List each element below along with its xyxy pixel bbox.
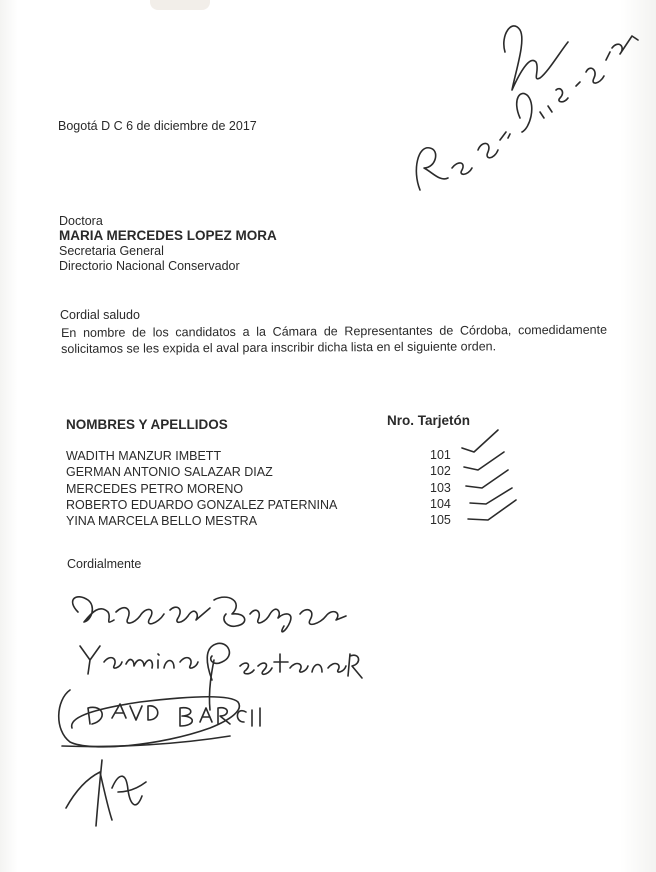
candidate-name: GERMAN ANTONIO SALAZAR DIAZ bbox=[66, 465, 273, 480]
table-row bbox=[66, 448, 486, 464]
table-header-names: NOMBRES Y APELLIDOS bbox=[66, 417, 228, 432]
table-header-number: Nro. Tarjetón bbox=[387, 413, 471, 428]
ballot-number: 101 bbox=[430, 448, 451, 462]
table-row bbox=[66, 464, 486, 480]
candidate-list bbox=[66, 448, 486, 529]
signature-3 bbox=[59, 690, 260, 747]
ballot-number: 102 bbox=[430, 464, 451, 479]
table-row bbox=[66, 481, 486, 497]
body-paragraph: En nombre de los candidatos a la Cámara de Representantes de Córdoba, comedidamente solicitamos se les expida el aval para inscribir dicha lista en el siguiente orden. bbox=[61, 322, 608, 356]
recipient-office: Directorio Nacional Conservador bbox=[59, 259, 240, 273]
date-line: Bogotá D C 6 de diciembre de 2017 bbox=[58, 119, 257, 133]
candidate-name: ROBERTO EDUARDO GONZALEZ PATERNINA bbox=[66, 497, 338, 512]
recipient-title: Doctora bbox=[59, 214, 103, 228]
closing: Cordialmente bbox=[67, 557, 142, 571]
candidate-name: WADITH MANZUR IMBETT bbox=[66, 449, 222, 463]
ballot-number: 105 bbox=[430, 513, 451, 528]
signature-1 bbox=[73, 597, 346, 632]
signature-2 bbox=[80, 643, 362, 710]
recipient-position: Secretaria General bbox=[59, 244, 164, 258]
signature-4 bbox=[66, 760, 146, 826]
candidate-name: YINA MARCELA BELLO MESTRA bbox=[66, 514, 258, 529]
table-row bbox=[66, 497, 486, 513]
received-stamp-handwriting bbox=[416, 26, 638, 190]
recipient-name: MARIA MERCEDES LOPEZ MORA bbox=[59, 228, 277, 243]
ballot-number: 104 bbox=[430, 496, 451, 511]
candidate-name: MERCEDES PETRO MORENO bbox=[66, 481, 244, 496]
table-row bbox=[66, 513, 486, 529]
paper-edge-mark bbox=[150, 0, 210, 10]
ballot-number: 103 bbox=[430, 480, 451, 495]
greeting: Cordial saludo bbox=[60, 308, 140, 322]
